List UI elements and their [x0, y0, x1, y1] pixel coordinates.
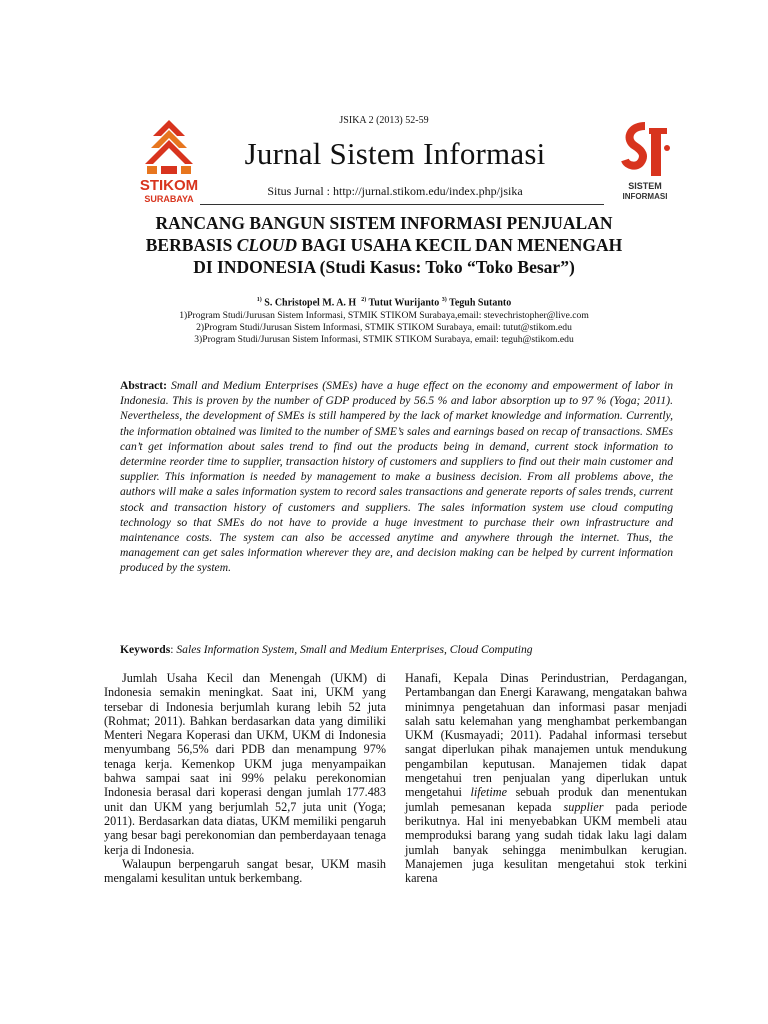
- author-3-sup: 3): [441, 297, 447, 303]
- body-text-a: Hanafi, Kepala Dinas Perindustrian, Perdagangan, Pertambangan dan Energi Karawang, mengatakan bahwa minimnya pengetahuan dan informasi pasar menjadi salah satu kelemahan yang menghambat perkembangan UKM (Kusmayadi; 2011). Padahal informasi tersebut sangat diperlukan pihak manajemen untuk mendukung pengambilan keputusan. Manajemen tidak dapat mengetahui tren penjualan yang diperlukan untuk mengetahui: [405, 671, 687, 800]
- body-text-c: pada periode berikutnya. Hal ini menyebabkan UKM membeli atau memproduksi barang yang sudah tidak laku lagi dalam jumlah banyak sehingga menimbulkan kerugian. Manajemen juga kesulitan mengetahui stok terkini karena: [405, 799, 687, 886]
- abstract-label: Abstract:: [120, 379, 168, 392]
- affiliation-3: 3)Program Studi/Jurusan Sistem Informasi, STMIK STIKOM Surabaya, email: teguh@stikom.edu: [194, 334, 574, 345]
- author-1-sup: 1): [256, 297, 262, 303]
- body-term-supplier: supplier: [563, 799, 604, 814]
- journal-meta: JSIKA 2 (2013) 52-59: [339, 115, 429, 126]
- paper-title-line-2: [100, 234, 668, 256]
- body-paragraph: Jumlah Usaha Kecil dan Menengah (UKM) di Indonesia semakin meningkat. Saat ini, UKM yang tersebar di Indonesia berjumlah kurang lebih 52 juta (Rohmat; 2011). Bahkan berdasarkan data yang dimiliki Menteri Negara Koperasi dan UKM, UKM di Indonesia menyumbang 56,5% dari PDB dan menampung 97% tenaga kerja. Kemenkop UKM juga menyampaikan bahwa sampai saat ini 99% pelaku perekonomian Indonesia berasal dari koperasi dengan jumlah 177.483 unit dan UKM yang berjumlah 52,7 juta unit (Yoga; 2011). Berdasarkan data diatas, UKM memiliki pengaruh yang besar bagi perekonomian dan pemberdayaan tenaga kerja di Indonesia.: [104, 671, 386, 857]
- journal-title: Jurnal Sistem Informasi: [244, 136, 546, 171]
- affiliation-2: 2)Program Studi/Jurusan Sistem Informasi, STMIK STIKOM Surabaya, email: tutut@stikom.edu: [196, 322, 572, 333]
- header-divider: [200, 204, 604, 205]
- paper-title-cloud: CLOUD: [236, 235, 297, 255]
- author-2-name: Tutut Wurijanto: [368, 297, 440, 309]
- si-logo-word-sistem: SISTEM: [628, 181, 662, 191]
- paper-title: [100, 212, 668, 278]
- si-logo-word-informasi: INFORMASI: [622, 192, 668, 201]
- abstract-text: Small and Medium Enterprises (SMEs) have a huge effect on the economy and empowerment of labor in Indonesia. This is proven by the number of GDP produced by 56.5 % and labor absorption up to 97 % (Yoga; 2011). Nevertheless, the development of SMEs is still hampered by the lack of market knowledge and information. Currently, the information obtained was limited to the number of SME’s sales and earnings based on recap of transactions. SMEs can’t get information about sales trend to find out the products being in demand, current stock information to determine reorder time to supplier, transaction history of customers and suppliers to find out their main customer and supplier. This information is needed by management to make a business decision. From all problems above, the authors will make a sales information system to record sales transactions and generate reports of sales trends, current stock and transaction history of customers and suppliers. The sales information system use cloud computing technology so that SMEs do not have to provide a huge investment to purchase their own infrastructure and maintenance costs. The system can also be accessed anytime and anywhere through the internet. Thus, the management can get sales information wherever they are, and decision making can be helped by current information produced by the system.: [120, 379, 673, 575]
- keywords-label: Keywords: [120, 643, 171, 656]
- paper-title-line-2b: BAGI USAHA KECIL DAN MENENGAH: [296, 235, 623, 255]
- author-list: [0, 297, 768, 308]
- body-text-b: sebuah produk dan menentukan jumlah pemesanan kepada: [405, 785, 687, 814]
- body-paragraph: [405, 671, 687, 885]
- body-term-lifetime: lifetime: [470, 785, 508, 800]
- author-3-name: Teguh Sutanto: [449, 297, 512, 309]
- body-column-left: [104, 671, 386, 885]
- paper-title-line-1: RANCANG BANGUN SISTEM INFORMASI PENJUALAN: [155, 213, 613, 233]
- author-2-sup: 2): [361, 297, 367, 303]
- sistem-informasi-logo: [615, 118, 675, 208]
- keywords: [120, 643, 673, 656]
- body-paragraph: Walaupun berpengaruh sangat besar, UKM masih mengalami kesulitan untuk berkembang.: [104, 856, 386, 886]
- stikom-logo-word: STIKOM: [139, 177, 199, 194]
- author-1-name: S. Christopel M. A. H: [264, 297, 357, 309]
- stikom-pyramid-icon: [145, 120, 193, 174]
- paper-title-line-3: DI INDONESIA (Studi Kasus: Toko “Toko Besar”): [193, 257, 575, 277]
- journal-site-url: Situs Jurnal : http://jurnal.stikom.edu/index.php/jsika: [267, 184, 523, 198]
- stikom-logo: [133, 118, 205, 208]
- abstract: [120, 378, 673, 576]
- keywords-text: Sales Information System, Small and Medium Enterprises, Cloud Computing: [176, 643, 533, 656]
- affiliation-1: 1)Program Studi/Jurusan Sistem Informasi, STMIK STIKOM Surabaya,email: stevechristopher@live.com: [179, 310, 589, 321]
- si-logo-icon: [625, 126, 670, 176]
- body-column-right: [405, 671, 687, 885]
- paper-title-line-2a: BERBASIS: [145, 235, 237, 255]
- keywords-separator: :: [170, 643, 177, 656]
- surabaya-logo-word: SURABAYA: [144, 194, 194, 204]
